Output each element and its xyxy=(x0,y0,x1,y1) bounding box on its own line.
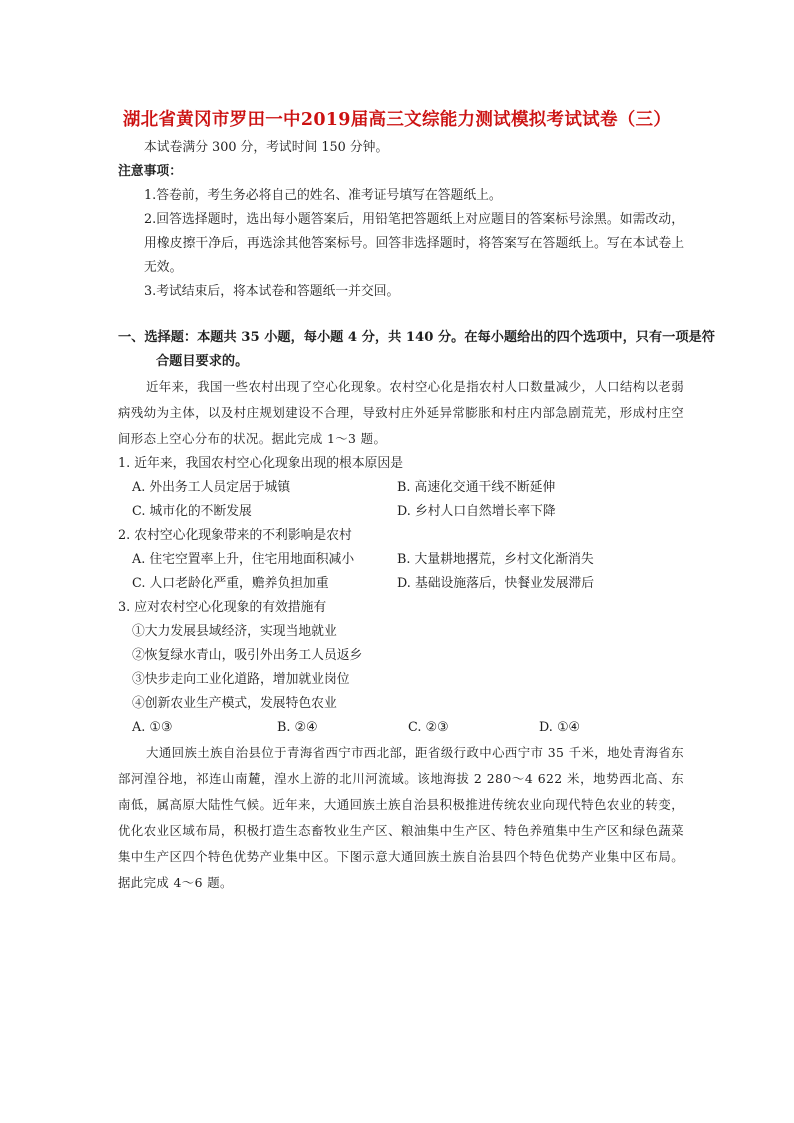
notice-item-1: 1.答卷前，考生务必将自己的姓名、准考证号填写在答题纸上。 xyxy=(144,188,502,203)
section-heading-line2: 合题目要求的。 xyxy=(156,354,249,369)
question-3-stem: 3. 应对农村空心化现象的有效措施有 xyxy=(118,600,327,615)
question-1-option-d: D. 乡村人口自然增长率下降 xyxy=(397,504,556,519)
exam-intro: 本试卷满分 300 分，考试时间 150 分钟。 xyxy=(144,140,389,155)
question-3-item-1: ①大力发展县域经济，实现当地就业 xyxy=(132,624,337,639)
question-2-option-b: B. 大量耕地撂荒，乡村文化渐消失 xyxy=(397,552,594,567)
question-1-options-row2 xyxy=(118,500,684,524)
question-2-options-row2 xyxy=(118,572,684,596)
question-2-option-c: C. 人口老龄化严重，赡养负担加重 xyxy=(132,576,329,591)
notice-item-3: 3.考试结束后，将本试卷和答题纸一并交回。 xyxy=(144,284,400,299)
question-1-stem: 1. 近年来，我国农村空心化现象出现的根本原因是 xyxy=(118,456,404,471)
question-3-options xyxy=(118,716,684,740)
passage-1: 近年来，我国一些农村出现了空心化现象。农村空心化是指农村人口数量减少，人口结构以老弱病残幼为主体，以及村庄规划建设不合理，导致村庄外延异常膨胀和村庄内部急剧荒芜，形成村庄空间形态上空心分布的状况。据此完成 1～3 题。 xyxy=(118,379,684,446)
question-3-item-2: ②恢复绿水青山，吸引外出务工人员返乡 xyxy=(132,648,363,663)
question-3-option-a: A. ①③ xyxy=(132,720,173,735)
exam-body xyxy=(118,136,715,896)
exam-title: 湖北省黄冈市罗田一中2019届高三文综能力测试模拟考试试卷（三） xyxy=(122,110,672,130)
question-1-option-b: B. 高速化交通干线不断延伸 xyxy=(397,480,556,495)
question-3-item-4: ④创新农业生产模式，发展特色农业 xyxy=(132,696,337,711)
passage-2: 大通回族土族自治县位于青海省西宁市西北部，距省级行政中心西宁市 35 千米，地处青海省东部河湟谷地，祁连山南麓，湟水上游的北川河流域。该地海拔 2 280～4 622 米，地势西北高、东南低，属高原大陆性气候。近年来，大通回族土族自治县积极推进传统农业向现代特色农业的转变，优化农业区域布局，积极打造生态畜牧业生产区、粮油集中生产区、特色养殖集中生产区和绿色蔬菜集中生产区四个特色优势产业集中区。下图示意大通回族土族自治县四个特色优势产业集中区布局。据此完成 4～6 题。 xyxy=(118,745,684,890)
question-1-options-row1 xyxy=(118,476,684,500)
question-3-option-c: C. ②③ xyxy=(408,720,449,735)
question-3-option-d: D. ①④ xyxy=(539,720,580,735)
notice-item-2: 2.回答选择题时，选出每小题答案后，用铅笔把答题纸上对应题目的答案标号涂黑。如需改动，用橡皮擦干净后，再选涂其他答案标号。回答非选择题时，将答案写在答题纸上。写在本试卷上无效。 xyxy=(144,212,684,275)
question-2-option-a: A. 住宅空置率上升，住宅用地面积减小 xyxy=(132,552,355,567)
question-3-item-3: ③快步走向工业化道路，增加就业岗位 xyxy=(132,672,350,687)
question-3-option-b: B. ②④ xyxy=(277,720,318,735)
question-2-options-row1 xyxy=(118,548,684,572)
question-2-stem: 2. 农村空心化现象带来的不利影响是农村 xyxy=(118,528,352,543)
question-1-option-a: A. 外出务工人员定居于城镇 xyxy=(132,480,291,495)
section-heading-line1: 一、选择题：本题共 35 小题，每小题 4 分，共 140 分。在每小题给出的四个选项中，只有一项是符 xyxy=(118,330,715,345)
question-1-option-c: C. 城市化的不断发展 xyxy=(132,504,252,519)
question-2-option-d: D. 基础设施落后，快餐业发展滞后 xyxy=(397,576,595,591)
notice-heading: 注意事项： xyxy=(118,164,182,179)
